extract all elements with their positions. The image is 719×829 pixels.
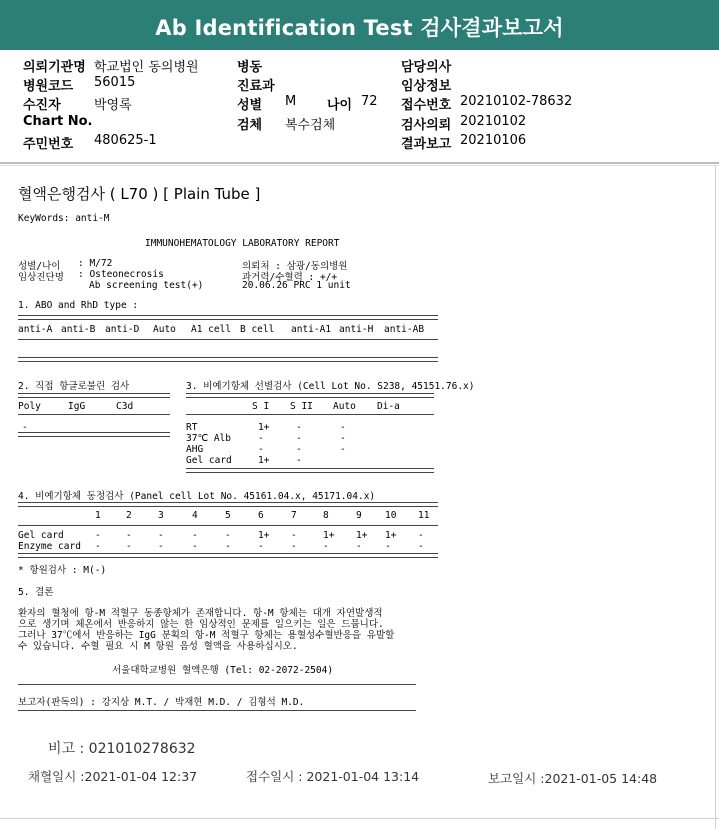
screen-col: S II bbox=[290, 401, 313, 412]
abo-col: anti-D bbox=[105, 324, 140, 335]
table-rule bbox=[18, 502, 438, 507]
table-rule bbox=[18, 357, 438, 362]
panel-cell: - bbox=[356, 541, 362, 552]
ward-label: 병동 bbox=[237, 60, 263, 75]
screen-cell: - bbox=[296, 433, 302, 444]
panel-cell-header: 9 bbox=[356, 510, 362, 521]
sec5-title: 5. 결론 bbox=[18, 587, 54, 598]
panel-cell: - bbox=[291, 530, 297, 541]
screen-cell: - bbox=[340, 422, 346, 433]
panel-cell: 1+ bbox=[323, 530, 335, 541]
sec2-title: 2. 직접 항글로불린 검사 bbox=[18, 381, 130, 392]
abo-col: anti-A1 bbox=[291, 324, 332, 335]
abo-col: anti-AB bbox=[384, 324, 425, 335]
panel-cell: - bbox=[385, 541, 391, 552]
divider bbox=[0, 162, 719, 164]
sec4-title: 4. 비예기항체 동정검사 (Panel cell Lot No. 45161.04.x, 45171.04.x) bbox=[18, 491, 376, 502]
panel-cell: - bbox=[258, 541, 264, 552]
table-rule bbox=[186, 393, 434, 398]
request-label: 검사의뢰 bbox=[401, 118, 452, 133]
screen-cell: - bbox=[296, 422, 302, 433]
referrer: 의뢰처 : 삼광/동의병원 bbox=[242, 261, 348, 272]
abo-col: A1 cell bbox=[191, 324, 232, 335]
clinical-label: 임상정보 bbox=[401, 79, 452, 94]
sec1-title: 1. ABO and RhD type : bbox=[18, 300, 139, 311]
table-rule bbox=[18, 684, 416, 685]
table-rule bbox=[18, 339, 438, 340]
reporters: 보고자(판독의) : 강지상 M.T. / 박재현 M.D. / 김형석 M.D. bbox=[18, 697, 305, 708]
dat-col: Poly bbox=[18, 401, 41, 412]
request-value: 20210102 bbox=[460, 114, 527, 129]
panel-cell-header: 1 bbox=[95, 510, 101, 521]
abo-col: anti-B bbox=[61, 324, 96, 335]
panel-cell: - bbox=[158, 530, 164, 541]
name-label: 수진자 bbox=[23, 98, 61, 113]
reported-time: 보고일시 :2021-01-05 14:48 bbox=[488, 771, 658, 786]
sex-label: 성별 bbox=[237, 98, 263, 113]
age-label: 나이 bbox=[327, 98, 353, 113]
screen-col: Di-a bbox=[377, 401, 400, 412]
name-value: 박영록 bbox=[94, 98, 132, 113]
abo-col: Auto bbox=[153, 324, 176, 335]
transfusion: 20.06.26 PRC 1 unit bbox=[242, 280, 351, 291]
panel-row-label: Enzyme card bbox=[18, 541, 81, 552]
table-rule bbox=[18, 525, 438, 526]
receipt-value: 20210102-78632 bbox=[460, 94, 573, 109]
panel-cell: - bbox=[225, 541, 231, 552]
screen-cell: - bbox=[258, 444, 264, 455]
doctor-label: 담당의사 bbox=[401, 60, 452, 75]
dat-value: - bbox=[22, 422, 28, 433]
panel-cell: - bbox=[192, 541, 198, 552]
table-rule bbox=[18, 414, 170, 415]
panel-cell-header: 3 bbox=[158, 510, 164, 521]
screen-cell: - bbox=[340, 444, 346, 455]
history: 과거력/수혈력 : +/+ bbox=[242, 272, 338, 283]
keywords: KeyWords: anti-M bbox=[18, 213, 110, 224]
panel-cell: - bbox=[323, 541, 329, 552]
panel-cell: 1+ bbox=[356, 530, 368, 541]
panel-cell-header: 6 bbox=[258, 510, 264, 521]
screen-row-label: Gel card bbox=[186, 455, 232, 466]
divider bbox=[0, 165, 719, 166]
table-rule bbox=[18, 393, 170, 398]
dat-col: C3d bbox=[116, 401, 134, 412]
hospital-value: 학교법인 동의병원 bbox=[94, 60, 199, 75]
received-time: 접수일시 : 2021-01-04 13:14 bbox=[246, 769, 420, 784]
collected-time: 채혈일시 :2021-01-04 12:37 bbox=[28, 769, 198, 784]
lab-title: IMMUNOHEMATOLOGY LABORATORY REPORT bbox=[145, 238, 340, 249]
panel-cell-header: 4 bbox=[192, 510, 198, 521]
abo-col: B cell bbox=[240, 324, 275, 335]
conclusion-line: 환자의 혈청에 항-M 적혈구 동종항체가 존재합니다. 항-M 항체는 대개 자연발생적 bbox=[18, 608, 383, 619]
screen-cell: - bbox=[296, 455, 302, 466]
frame-edge bbox=[0, 818, 719, 819]
panel-cell: - bbox=[158, 541, 164, 552]
screen-cell: - bbox=[296, 444, 302, 455]
panel-cell-header: 7 bbox=[291, 510, 297, 521]
table-rule bbox=[186, 414, 434, 415]
panel-cell: - bbox=[291, 541, 297, 552]
panel-cell: - bbox=[95, 541, 101, 552]
screen-cell: - bbox=[258, 433, 264, 444]
diagnosis-value: : Osteonecrosis bbox=[78, 269, 164, 280]
specimen-label: 검체 bbox=[237, 118, 263, 133]
panel-cell-header: 8 bbox=[323, 510, 329, 521]
dept-label: 진료과 bbox=[237, 79, 275, 94]
header-bar bbox=[0, 0, 719, 50]
panel-cell-header: 10 bbox=[385, 510, 397, 521]
code-value: 56015 bbox=[94, 75, 136, 90]
screen-row-label: AHG bbox=[186, 444, 204, 455]
panel-cell: - bbox=[192, 530, 198, 541]
panel-cell-header: 2 bbox=[126, 510, 132, 521]
panel-cell-header: 11 bbox=[418, 510, 430, 521]
report-date-value: 20210106 bbox=[460, 133, 527, 148]
panel-cell: - bbox=[418, 541, 424, 552]
report-title: 혈액은행검사 ( L70 ) [ Plain Tube ] bbox=[18, 185, 261, 203]
dat-col: IgG bbox=[68, 401, 86, 412]
sex-age-label: 성별/나이 bbox=[18, 261, 61, 272]
panel-cell: - bbox=[418, 530, 424, 541]
screen-col: Auto bbox=[333, 401, 356, 412]
screen-row-label: 37℃ Alb bbox=[186, 433, 231, 444]
hospital-label: 의뢰기관명 bbox=[23, 60, 86, 75]
institution: 서울대학교병원 혈액은행 (Tel: 02-2072-2504) bbox=[112, 665, 334, 676]
age-value: 72 bbox=[361, 94, 378, 109]
report-date-label: 결과보고 bbox=[401, 137, 452, 152]
panel-cell: 1+ bbox=[258, 530, 270, 541]
table-rule bbox=[18, 710, 416, 711]
panel-cell: - bbox=[95, 530, 101, 541]
conclusion-line: 으로 생기며 체온에서 반응하지 않는 한 임상적인 문제를 일으키는 일은 드뭅니다. bbox=[18, 619, 384, 630]
frame-edge bbox=[715, 166, 716, 829]
sex-value: M bbox=[285, 94, 297, 109]
table-rule bbox=[18, 432, 170, 437]
conclusion-line: 수 있습니다. 수혈 필요 시 M 항원 음성 혈액을 사용하십시오. bbox=[18, 641, 298, 652]
panel-cell: - bbox=[225, 530, 231, 541]
screen-row-label: RT bbox=[186, 422, 198, 433]
remark-code: 비고 : 021010278632 bbox=[48, 741, 196, 757]
panel-cell: - bbox=[126, 541, 132, 552]
receipt-label: 접수번호 bbox=[401, 98, 452, 113]
panel-cell-header: 5 bbox=[225, 510, 231, 521]
abo-col: anti-H bbox=[339, 324, 374, 335]
antigen-result: * 항원검사 : M(-) bbox=[18, 565, 107, 576]
rrn-value: 480625-1 bbox=[94, 133, 157, 148]
table-rule bbox=[18, 553, 438, 558]
page-title: Ab Identification Test 검사결과보고서 bbox=[155, 16, 564, 40]
table-rule bbox=[18, 315, 438, 320]
sec3-title: 3. 비예기항체 선별검사 (Cell Lot No. S238, 45151.76.x) bbox=[186, 381, 475, 392]
rrn-label: 주민번호 bbox=[23, 137, 74, 152]
chart-label: Chart No. bbox=[23, 114, 93, 129]
panel-cell: - bbox=[126, 530, 132, 541]
abo-col: anti-A bbox=[18, 324, 53, 335]
panel-cell: 1+ bbox=[385, 530, 397, 541]
sex-age-value: : M/72 bbox=[78, 258, 113, 269]
screen-cell: - bbox=[340, 433, 346, 444]
screen-cell: 1+ bbox=[258, 455, 270, 466]
diagnosis-label: 임상진단명 bbox=[18, 272, 64, 283]
code-label: 병원코드 bbox=[23, 79, 74, 94]
screen-cell: 1+ bbox=[258, 422, 270, 433]
screen-col: S I bbox=[252, 401, 270, 412]
panel-row-label: Gel card bbox=[18, 530, 64, 541]
conclusion-line: 그러나 37℃에서 반응하는 IgG 분획의 항-M 적혈구 항체는 용혈성수혈반응을 유발할 bbox=[18, 630, 395, 641]
diagnosis-extra: Ab screening test(+) bbox=[89, 280, 204, 291]
specimen-value: 복수검체 bbox=[285, 118, 336, 133]
table-rule bbox=[186, 468, 434, 473]
